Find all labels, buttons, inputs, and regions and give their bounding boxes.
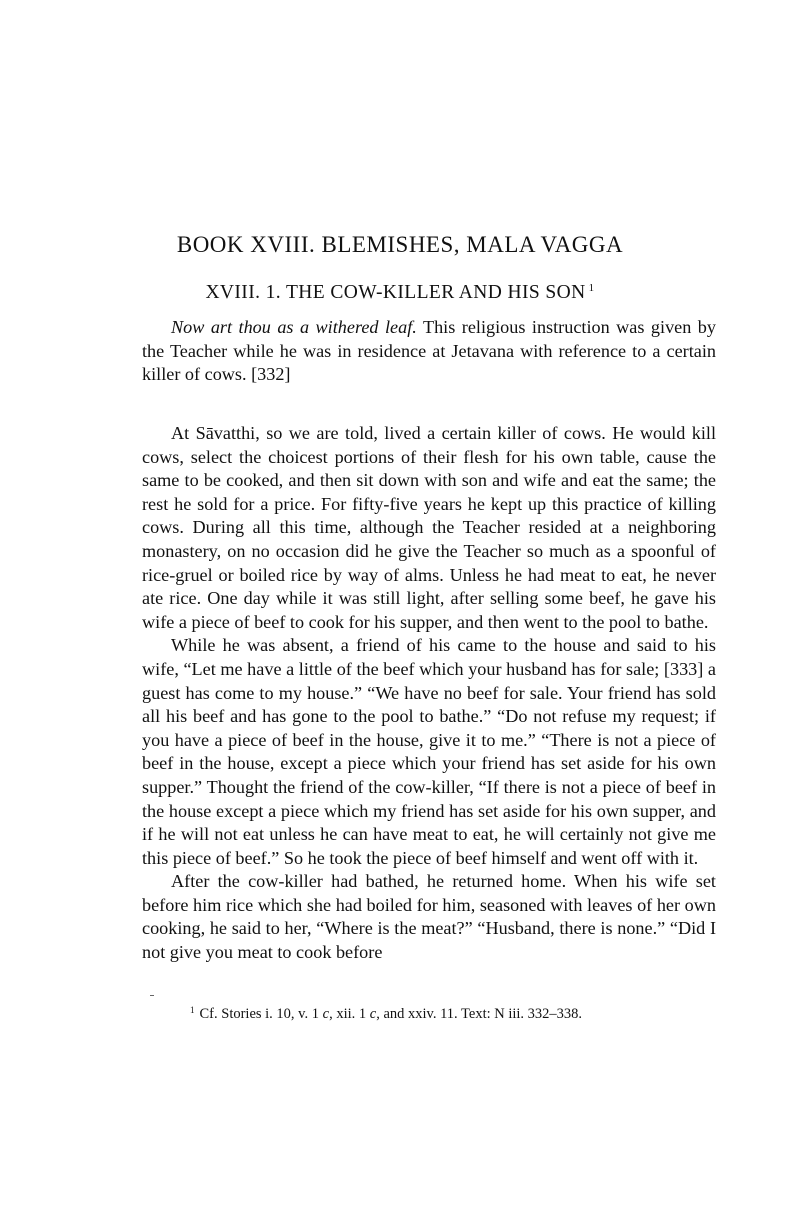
footnote-divider bbox=[150, 995, 154, 996]
story-title-text: XVIII. 1. THE COW-KILLER AND HIS SON bbox=[205, 282, 586, 303]
paragraph: While he was absent, a friend of his came to the house and said to his wife, “Let me have a little of the beef which your husband has for sale; [333] a guest has come to my house.” “We have no beef for sale. Your friend has sold all his beef and has gone to the pool to bathe.” “Do not refuse my request; if you have a piece of beef in the house, give it to me.” “There is not a piece of beef in the house, except a piece which your friend has set aside for his own supper.” Thought the friend of the cow-killer, “If there is not a piece of beef in the house except a piece which my friend has set aside for his own supper, and if he will not eat unless he can have meat to eat, he will certainly not give me this piece of beef.” So he took the piece of beef himself and went off with it. bbox=[142, 635, 716, 868]
intro-paragraph bbox=[142, 316, 716, 387]
footnote-c1: c bbox=[322, 1006, 330, 1022]
intro-text: This religious instruction was given by the Teacher while he was in residence at Jetavana with reference to a certain killer of cows. [332] bbox=[142, 317, 716, 385]
book-title: BOOK XVIII. BLEMISHES, MALA VAGGA bbox=[176, 232, 624, 257]
footnote-text-b: , xii. 1 bbox=[329, 1006, 370, 1022]
footnote-text-c: , and xxiv. 11. Text: N iii. 332–338. bbox=[376, 1006, 583, 1022]
paragraph: At Sāvatthi, so we are told, lived a certain killer of cows. He would kill cows, select the choicest portions of their flesh for his own table, cause the same to be cooked, and then sit down with son and wife and eat the same; the rest he sold for a price. For fifty-five years he kept up this practice of killing cows. During all this time, although the Teacher resided at a neighboring monastery, on no occasion did he give the Teacher so much as a spoonful of rice-gruel or boiled rice by way of alms. Unless he had meat to eat, he never ate rice. One day while it was still light, after selling some beef, he gave his wife a piece of beef to cook for his supper, and then went to the pool to bathe. bbox=[142, 423, 716, 632]
story-title bbox=[0, 282, 800, 304]
main-text bbox=[142, 422, 716, 965]
footnote-text-a: Cf. Stories i. 10, v. 1 bbox=[199, 1006, 323, 1022]
footnote-marker: 1 bbox=[190, 1005, 195, 1015]
paragraph: After the cow-killer had bathed, he returned home. When his wife set before him rice which she had boiled for him, seasoned with leaves of her own cooking, he said to her, “Where is the meat?” “Husband, there is none.” “Did I not give you meat to cook before bbox=[142, 871, 716, 963]
intro-italic-lead: Now art thou as a withered leaf. bbox=[171, 317, 417, 337]
footnote bbox=[142, 1000, 716, 1024]
footnote-reference[interactable]: 1 bbox=[588, 282, 595, 294]
footnote-c2: c bbox=[369, 1006, 377, 1022]
